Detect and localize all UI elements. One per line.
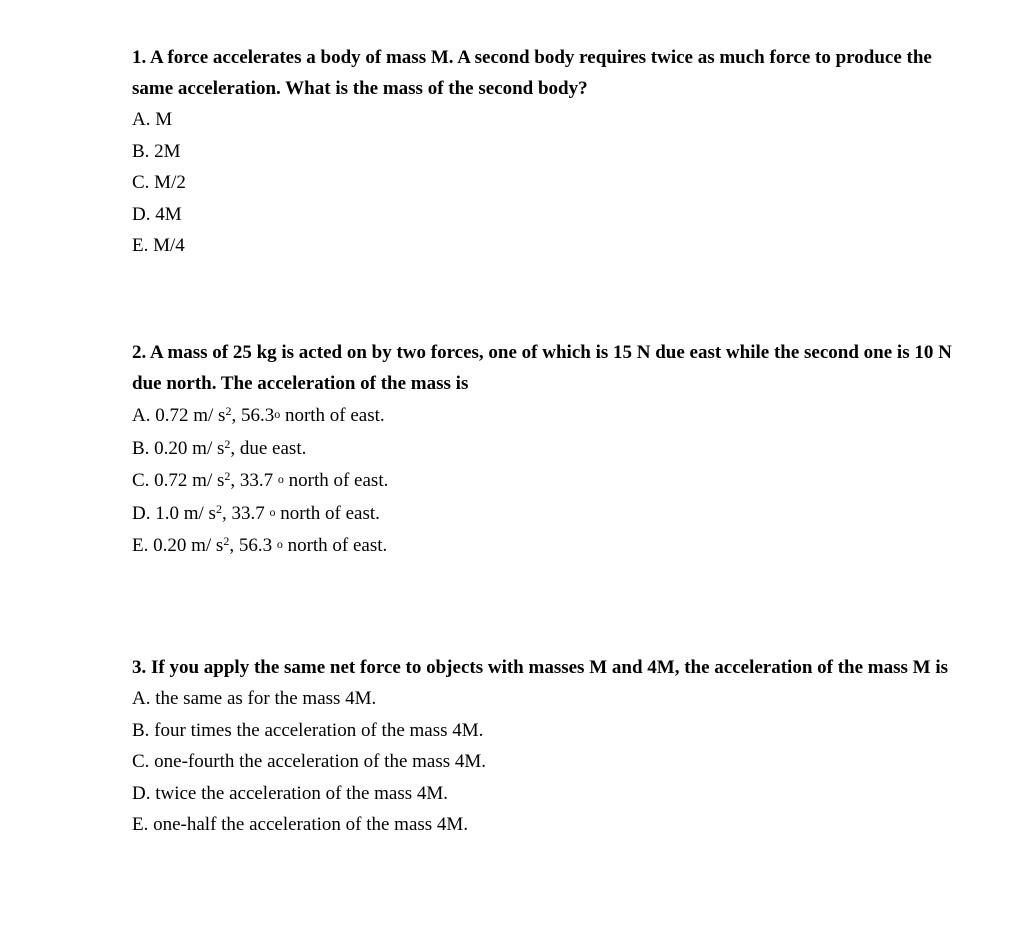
question-2-options (132, 399, 952, 562)
question-2 (132, 337, 952, 562)
option-2c: C. 0.72 m/ $s^2$, 33.7 o north of east. (132, 469, 389, 491)
option-3b: B. four times the acceleration of the mass 4M. (132, 719, 484, 741)
question-1-stem: 1. A force accelerates a body of mass M. A second body requires twice as much force to produce the same acceleration. What is the mass of the second body? (132, 47, 932, 99)
option-1d: D. 4M (132, 203, 182, 225)
option-3d: D. twice the acceleration of the mass 4M. (132, 782, 449, 804)
option-3e: E. one-half the acceleration of the mass 4M. (132, 814, 469, 835)
question-1 (132, 42, 952, 262)
question-1-options (132, 104, 952, 262)
option-1a: A. M (132, 109, 173, 130)
option-1b: B. 2M (132, 140, 181, 162)
option-3a: A. the same as for the mass 4M. (132, 688, 377, 709)
question-2-stem: 2. A mass of 25 kg is acted on by two forces, one of which is 15 N due east while the second one is 10 N due north. The acceleration of the mass is (132, 342, 952, 394)
question-3 (132, 652, 952, 841)
option-2e: E. 0.20 m/ $s^2$, 56.3 o north of east. (132, 534, 388, 556)
option-2a: A. 0.72 m/ $s^2$, 56.3o north of east. (132, 404, 385, 426)
question-3-stem: 3. If you apply the same net force to objects with masses M and 4M, the acceleration of the mass M is (132, 657, 949, 678)
option-3c: C. one-fourth the acceleration of the mass 4M. (132, 751, 487, 772)
option-2d: D. 1.0 m/ $s^2$, 33.7 o north of east. (132, 501, 380, 524)
question-3-options (132, 683, 952, 841)
option-1e: E. M/4 (132, 235, 185, 256)
option-2b: B. 0.20 m/ $s^2$, due east. (132, 436, 307, 459)
option-1c: C. M/2 (132, 172, 186, 193)
